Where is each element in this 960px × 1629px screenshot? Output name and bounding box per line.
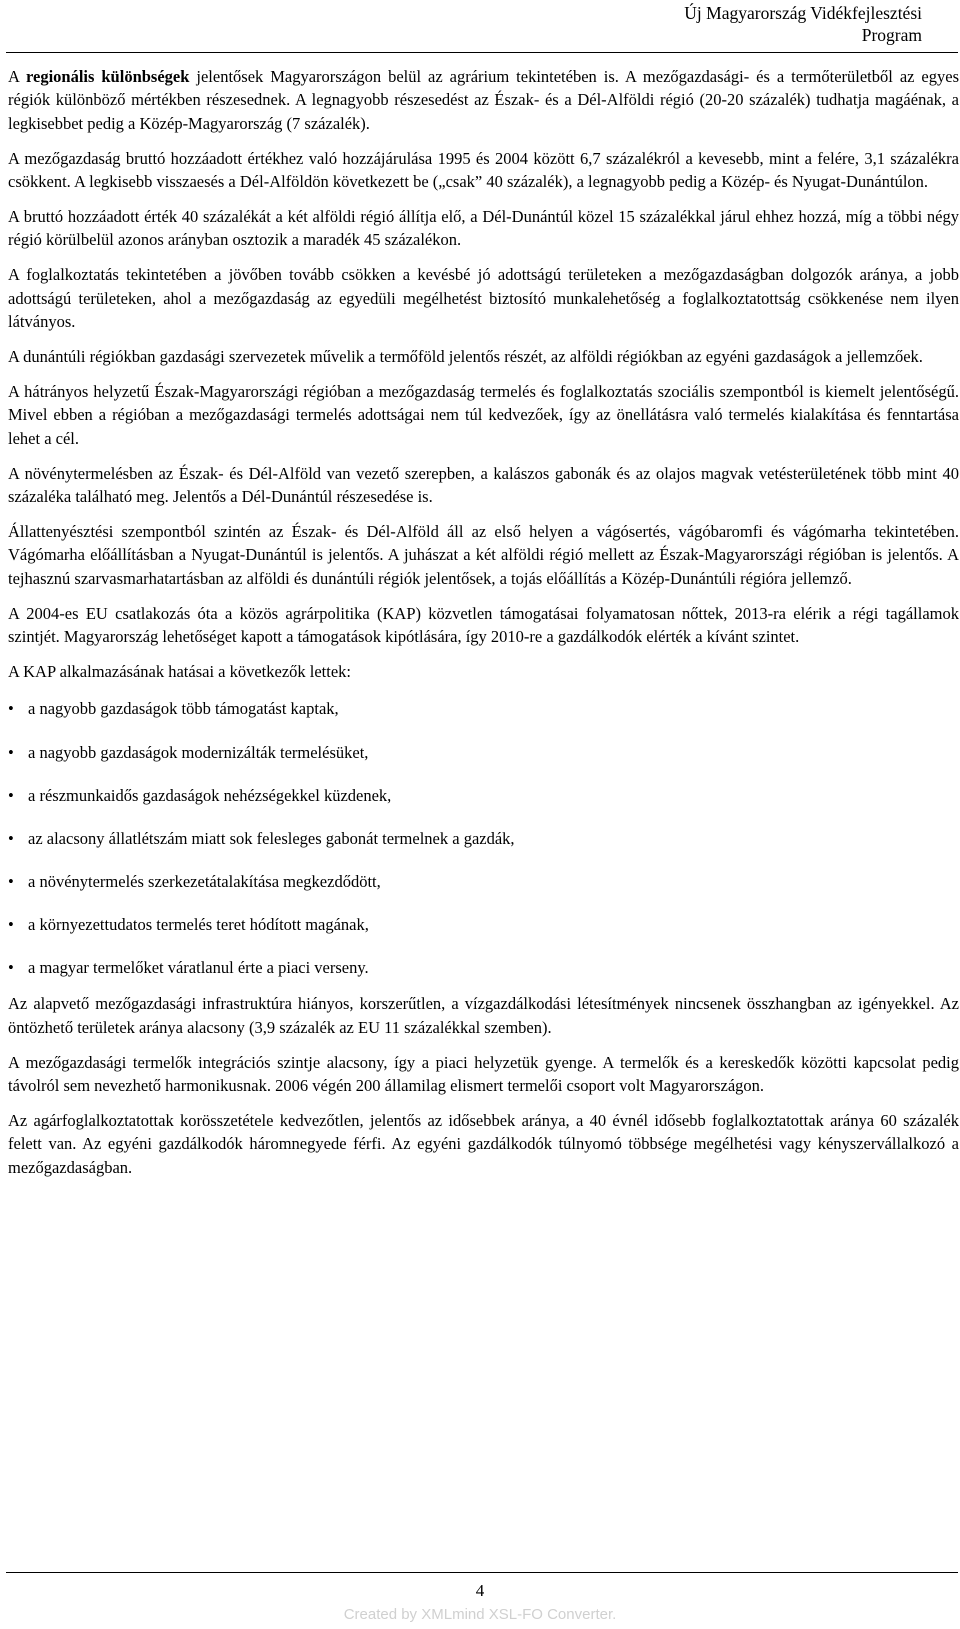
- bullet-marker: •: [8, 914, 14, 934]
- paragraph-gross-value-distribution: A bruttó hozzáadott érték 40 százalékát a két alföldi régió állítja elő, a Dél-Dunántúl közel 15 százalékkal járul ehhez hozzá, míg a többi négy régió körülbelül azonos arányban osztozik a maradék 45 százalékon.: [8, 207, 959, 250]
- list-item-text: a nagyobb gazdaságok több támogatást kaptak,: [28, 699, 339, 719]
- kap-effects-list: [8, 697, 959, 979]
- running-header: [684, 2, 922, 46]
- paragraph-north-hungary: A hátrányos helyzetű Észak-Magyarországi régióban a mezőgazdaság termelés és foglalkoztatás szociális szempontból is kiemelt jelentőségű. Mivel ebben a régióban a mezőgazdasági termelés adottságai nem túl kedvezőek, így az önellátásra való termelés kialakítása és fenntartása lehet a cél.: [8, 381, 959, 448]
- bullet-marker: •: [8, 828, 14, 848]
- header-divider: [6, 52, 958, 53]
- paragraph-livestock: Állattenyésztési szempontból szintén az Észak- és Dél-Alföld áll az első helyen a vágósertés, vágóbaromfi és vágómarha tekintetében. Vágómarha előállításban a Nyugat-Dunántúl is jelentős. A juhászat a két alföldi régió mellett az Észak-Magyarországi régióban is jelentős. A tejhasznú szarvasmarhatartásban az alföldi és dunántúli régiók jelentősek, a tojás előállítás a Közép-Dunántúli régióra jellemző.: [8, 522, 959, 588]
- list-item-text: a részmunkaidős gazdaságok nehézségekkel küzdenek,: [28, 785, 392, 805]
- bullet-marker: •: [8, 742, 14, 762]
- converter-watermark: Created by XMLmind XSL-FO Converter.: [343, 1606, 617, 1623]
- paragraph-crop-production: A növénytermelésben az Észak- és Dél-Alföld van vezető szerepben, a kalászos gabonák és az olajos magvak vetésterületének több mint 40 százaléka található meg. Jelentős a Dél-Dunántúl részesedése is.: [8, 463, 959, 507]
- paragraph-gross-value-contribution: A mezőgazdaság bruttó hozzáadott értékhez való hozzájárulása 1995 és 2004 között 6,7 százalékról a kevesebb, mint a felére, 3,1 százalékra csökkent. A legkisebb visszaesés a Dél-Alföldön következett be („csak” 40 százalék), a legnagyobb pedig a Közép- és Nyugat-Dunántúlon.: [8, 148, 959, 192]
- paragraph-employment: A foglalkoztatás tekintetében a jövőben tovább csökken a kevésbé jó adottságú területeken a mezőgazdaságban dolgozók aránya, a jobb adottságú területeken, ahol a mezőgazdaság az egyedüli megélhetést biztosító munkalehetőség a foglalkoztatottság csökkenése nem ilyen látványos.: [8, 265, 959, 332]
- document-body: [8, 65, 959, 1191]
- paragraph-regional-differences: [8, 65, 959, 135]
- list-item: [8, 784, 959, 807]
- list-item: [8, 697, 959, 720]
- bullet-marker: •: [8, 871, 14, 891]
- header-title: Új Magyarország Vidékfejlesztési: [684, 3, 922, 23]
- list-item: [8, 827, 959, 850]
- bullet-marker: •: [8, 699, 14, 719]
- paragraph-infrastructure: Az alapvető mezőgazdasági infrastruktúra hiányos, korszerűtlen, a vízgazdálkodási létesítmények nincsenek összhangban az igényekkel. Az öntözhető területek aránya alacsony (3,9 százalék az EU 11 százalékkal szemben).: [8, 994, 959, 1037]
- paragraph-integration: A mezőgazdasági termelők integrációs szintje alacsony, így a piaci helyzetük gyenge. A termelők és a kereskedők közötti kapcsolat pedig távolról sem nevezhető harmonikusnak. 2006 végén 200 államilag elismert termelői csoport volt Magyarországon.: [8, 1052, 959, 1096]
- paragraph-text: jelentősek Magyarországon belül az agrárium tekintetében is. A mezőgazdasági- és a termőterületből az egyes régiók különböző mértékben részesednek. A legnagyobb részesedést az Észak- és a Dél-Alföldi régió (20-20 százalék) tudhatja magáénak, a legkisebbet pedig a Közép-Magyarország (7 százalék).: [8, 67, 959, 133]
- paragraph-eu-accession: A 2004-es EU csatlakozás óta a közös agrárpolitika (KAP) közvetlen támogatásai folyamatosan nőttek, 2013-ra elérik a régi tagállamok szintjét. Magyarország lehetőséget kapott a támogatások kipótlására, így 2010-re a gazdálkodók elérték a kívánt szintet.: [8, 603, 959, 647]
- list-item-text: a növénytermelés szerkezetátalakítása megkezdődött,: [28, 871, 381, 891]
- bullet-marker: •: [8, 785, 14, 805]
- paragraph-prefix: A: [8, 67, 26, 86]
- list-item-text: a magyar termelőket váratlanul érte a piaci verseny.: [28, 958, 369, 977]
- list-item: [8, 913, 959, 936]
- paragraph-age-structure: Az agárfoglalkoztatottak korösszetétele kedvezőtlen, jelentős az idősebbek aránya, a 40 évnél idősebb foglalkoztatottak aránya 60 százalék felett van. Az egyéni gazdálkodók háromnegyede férfi. Az egyéni gazdálkodók túlnyomó többsége megélhetési vagy kényszervállalkozó a mezőgazdaságban.: [8, 1111, 959, 1177]
- footer-divider: [6, 1572, 958, 1573]
- header-subtitle: Program: [861, 25, 922, 45]
- list-item-text: az alacsony állatlétszám miatt sok felesleges gabonát termelnek a gazdák,: [28, 828, 515, 848]
- list-item: [8, 741, 959, 764]
- list-item-text: a környezettudatos termelés teret hódított magának,: [28, 914, 369, 934]
- list-item: [8, 956, 959, 979]
- bullet-marker: •: [8, 958, 14, 977]
- list-item: [8, 870, 959, 893]
- page-number: 4: [475, 1581, 485, 1600]
- bold-term: regionális különbségek: [25, 67, 190, 86]
- list-item-text: a nagyobb gazdaságok modernizálták termelésüket,: [28, 742, 369, 762]
- paragraph-transdanubian-regions: A dunántúli régiókban gazdasági szervezetek művelik a termőföld jelentős részét, az alföldi régiókban az egyéni gazdaságok a jellemzőek.: [8, 347, 923, 367]
- paragraph-kap-effects-intro: A KAP alkalmazásának hatásai a következők lettek:: [8, 662, 352, 682]
